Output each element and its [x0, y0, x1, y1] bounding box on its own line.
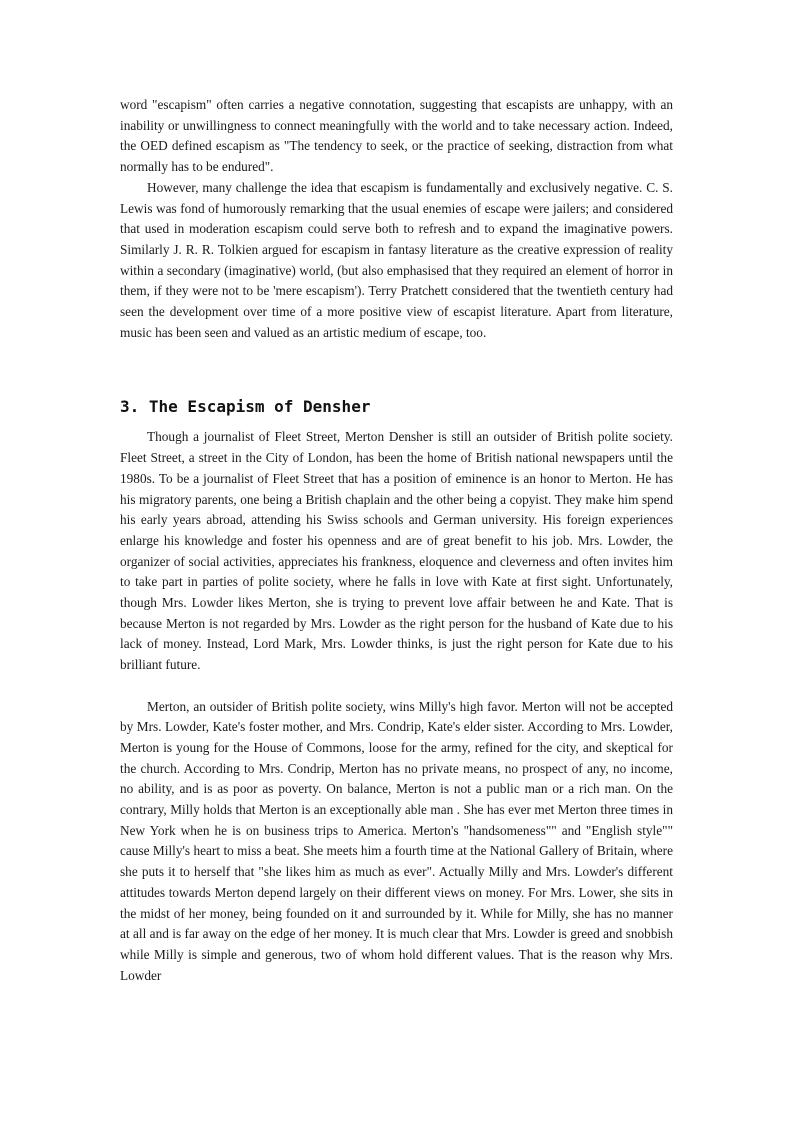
body-paragraph-2: However, many challenge the idea that escapism is fundamentally and exclusively negative. C. S. Lewis was fond of humorously remarking that the usual enemies of escape were jailers; and considered that used in moderation escapism could serve both to refresh and to expand the imaginative powers. Similarly J. R. R. Tolkien argued for escapism in fantasy literature as the creative expression of reality within a secondary (imaginative) world, (but also emphasised that they required an element of horror in them, if they were not to be 'mere escapism'). Terry Pratchett considered that the twentieth century had seen the development over time of a more positive view of escapist literature. Apart from literature, music has been seen and valued as an artistic medium of escape, too.	[120, 179, 673, 340]
body-paragraph-1: word "escapism" often carries a negative connotation, suggesting that escapists are unhappy, with an inability or unwillingness to connect meaningfully with the world and to take necessary action. Indeed, the OED defined escapism as "The tendency to seek, or the practice of seeking, distraction from what normally has to be endured".	[120, 97, 673, 175]
body-paragraph-3: Though a journalist of Fleet Street, Merton Densher is still an outsider of British polite society. Fleet Street, a street in the City of London, has been the home of British national newspapers until the 1980s. To be a journalist of Fleet Street that has a position of eminence is an honor to Merton. He has his migratory parents, one being a British chaplain and the other being a copyist. They make him spend his early years abroad, attending his Swiss schools and German university. His foreign experiences enlarge his knowledge and foster his openness and are of great benefit to his job. Mrs. Lowder, the organizer of social activities, appreciates his frankness, eloquence and cleverness and often invites him to take part in parties of polite society, where he falls in love with Kate at first sight. Unfortunately, though Mrs. Lowder likes Merton, she is trying to prevent love affair between he and Kate. That is because Merton is not regarded by Mrs. Lowder as the right person for the husband of Kate due to his lack of money. Instead, Lord Mark, Mrs. Lowder thinks, is just the right person for Kate due to his brilliant future.	[120, 429, 673, 673]
document-page	[120, 95, 673, 986]
paragraph-gap	[120, 676, 673, 697]
body-paragraph-4: Merton, an outsider of British polite society, wins Milly's high favor. Merton will not be accepted by Mrs. Lowder, Kate's foster mother, and Mrs. Condrip, Kate's elder sister. According to Mrs. Lowder, Merton is young for the House of Commons, loose for the army, refined for the city, and skeptical for the church. According to Mrs. Condrip, Merton has no private means, no prospect of any, no income, no ability, and is as poor as poverty. On balance, Merton is not a public man or a rich man. On the contrary, Milly holds that Merton is an exceptionally able man . She has ever met Merton three times in New York when he is on business trips to America. Merton's "handsomeness"" and "English style"" cause Milly's heart to miss a beat. She meets him a fourth time at the National Gallery of Britain, where she puts it to herself that "she likes him as much as ever". Actually Milly and Mrs. Lowder's different attitudes towards Merton depend largely on their different views on money. For Mrs. Lower, she sits in the midst of her money, being founded on it and surrounded by it. While for Milly, she has no manner at all and is far away on the edge of her money. It is much clear that Mrs. Lowder is greed and snobbish while Milly is simple and generous, two of whom hold different values. That is the reason why Mrs. Lowder	[120, 698, 673, 983]
section-heading: 3. The Escapism of Densher	[120, 397, 371, 417]
